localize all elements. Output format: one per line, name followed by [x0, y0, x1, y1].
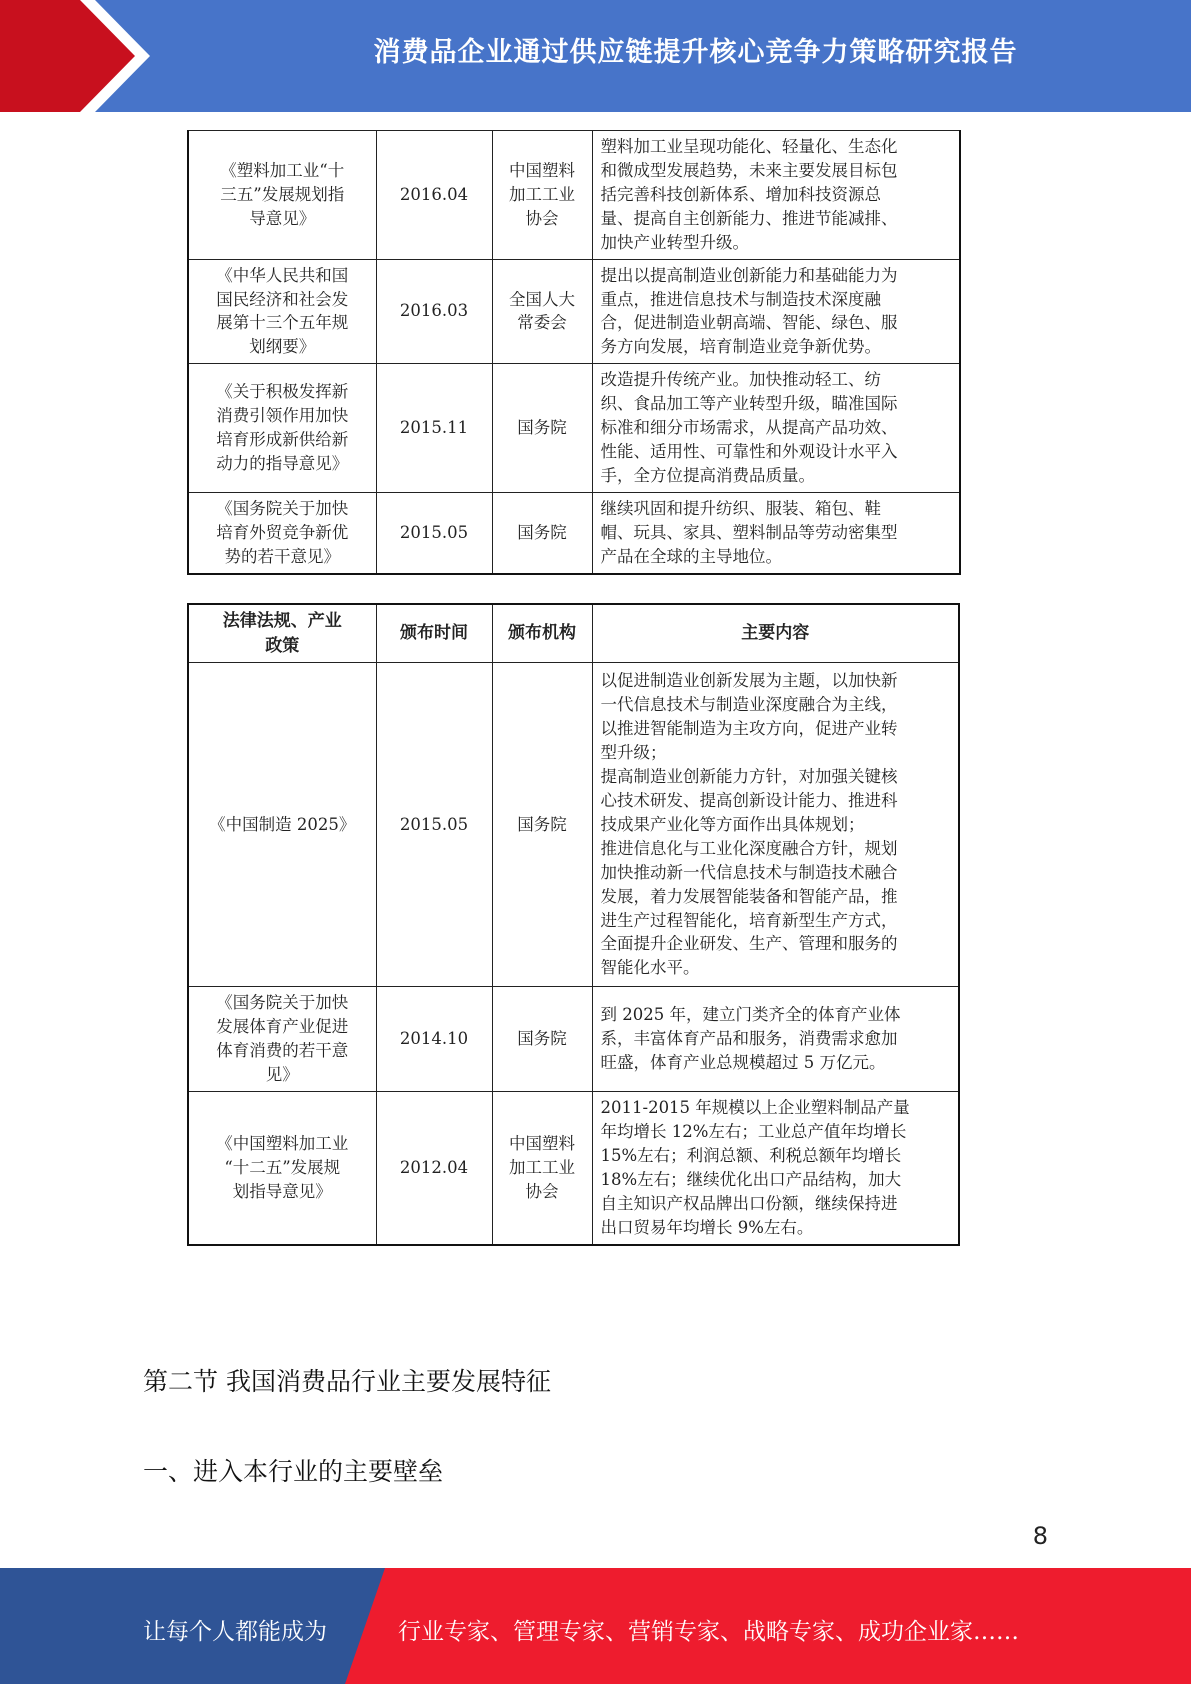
- table-row: [188, 663, 959, 987]
- main-content-cell: 继续巩固和提升纺织、服装、箱包、鞋 帽、玩具、家具、塑料制品等劳动密集型 产品在全球的主导地位。: [592, 492, 960, 573]
- table-row: [188, 364, 960, 493]
- header-chevron-decoration: [0, 0, 160, 112]
- policy-name-cell: 《关于积极发挥新 消费引领作用加快 培育形成新供给新 动力的指导意见》: [188, 364, 376, 493]
- table-row: [188, 492, 960, 573]
- issuing-org-cell: 中国塑料 加工工业 协会: [492, 131, 592, 260]
- header-issue-date: 颁布时间: [376, 604, 492, 663]
- issuing-org-cell: 国务院: [492, 663, 592, 987]
- issue-date-cell: 2015.11: [376, 364, 492, 493]
- policy-name-cell: 《国务院关于加快 发展体育产业促进 体育消费的若干意 见》: [188, 987, 376, 1092]
- policy-name-cell: 《国务院关于加快 培育外贸竞争新优 势的若干意见》: [188, 492, 376, 573]
- page-number: 8: [1032, 1522, 1048, 1550]
- table-row: [188, 1091, 959, 1244]
- main-content-cell: 改造提升传统产业。加快推动轻工、纺 织、食品加工等产业转型升级，瞄准国际 标准和细分市场需求，从提高产品功效、 性能、适用性、可靠性和外观设计水平入 手，全方位提高消费品质量。: [592, 364, 960, 493]
- policy-table-continued: [187, 130, 961, 575]
- main-content-cell: 提出以提高制造业创新能力和基础能力为 重点，推进信息技术与制造技术深度融 合，促进制造业朝高端、智能、绿色、服 务方向发展，培育制造业竞争新优势。: [592, 259, 960, 364]
- page-header: [0, 0, 1191, 112]
- report-title: 消费品企业通过供应链提升核心竞争力策略研究报告: [373, 37, 1018, 68]
- table-row: [188, 987, 959, 1092]
- issuing-org-cell: 国务院: [492, 364, 592, 493]
- issuing-org-cell: 国务院: [492, 987, 592, 1092]
- issue-date-cell: 2014.10: [376, 987, 492, 1092]
- sub-heading: 一、进入本行业的主要壁垒: [143, 1457, 444, 1486]
- issue-date-cell: 2012.04: [376, 1091, 492, 1244]
- main-content-cell: 以促进制造业创新发展为主题，以加快新 一代信息技术与制造业深度融合为主线， 以推进智能制造为主攻方向，促进产业转 型升级； 提高制造业创新能力方针，对加强关键核 心技术研发、提高创新设计能力、推进科 技成果产业化等方面作出具体规划； 推进信息化与工业化深度融合方针，规划 加快推动新一代信息技术与制造技术融合 发展，着力发展智能装备和智能产品，推 进生产过程智能化，培育新型生产方式， 全面提升企业研发、生产、管理和服务的 智能化水平。: [592, 663, 959, 987]
- page-footer: [0, 1568, 1191, 1684]
- table-header-row: [188, 604, 959, 663]
- issuing-org-cell: 国务院: [492, 492, 592, 573]
- chapter-heading: 第二节 我国消费品行业主要发展特征: [143, 1367, 551, 1396]
- issue-date-cell: 2015.05: [376, 663, 492, 987]
- issue-date-cell: 2016.04: [376, 131, 492, 260]
- issuing-org-cell: 全国人大 常委会: [492, 259, 592, 364]
- footer-slogan-left: 让每个人都能成为: [143, 1619, 327, 1645]
- table-row: [188, 131, 960, 260]
- issue-date-cell: 2015.05: [376, 492, 492, 573]
- header-issuing-org: 颁布机构: [492, 604, 592, 663]
- header-main-content: 主要内容: [592, 604, 959, 663]
- policy-name-cell: 《中国塑料加工业 “十二五”发展规 划指导意见》: [188, 1091, 376, 1244]
- policy-name-cell: 《中华人民共和国 国民经济和社会发 展第十三个五年规 划纲要》: [188, 259, 376, 364]
- policy-name-cell: 《中国制造 2025》: [188, 663, 376, 987]
- footer-slogan-right: 行业专家、管理专家、营销专家、战略专家、成功企业家……: [398, 1619, 1019, 1645]
- main-content-cell: 2011-2015 年规模以上企业塑料制品产量 年均增长 12%左右；工业总产值年均增长 15%左右；利润总额、利税总额年均增长 18%左右；继续优化出口产品结构，加大 自主知识产权品牌出口份额，继续保持进 出口贸易年均增长 9%左右。: [592, 1091, 959, 1244]
- policy-name-cell: 《塑料加工业“十 三五”发展规划指 导意见》: [188, 131, 376, 260]
- header-policy-name: 法律法规、产业 政策: [188, 604, 376, 663]
- table-row: [188, 259, 960, 364]
- main-content-cell: 到 2025 年，建立门类齐全的体育产业体 系，丰富体育产品和服务，消费需求愈加 旺盛，体育产业总规模超过 5 万亿元。: [592, 987, 959, 1092]
- main-content-cell: 塑料加工业呈现功能化、轻量化、生态化 和微成型发展趋势，未来主要发展目标包 括完善科技创新体系、增加科技资源总 量、提高自主创新能力、推进节能减排、 加快产业转型升级。: [592, 131, 960, 260]
- issuing-org-cell: 中国塑料 加工工业 协会: [492, 1091, 592, 1244]
- policy-table: [187, 603, 960, 1246]
- issue-date-cell: 2016.03: [376, 259, 492, 364]
